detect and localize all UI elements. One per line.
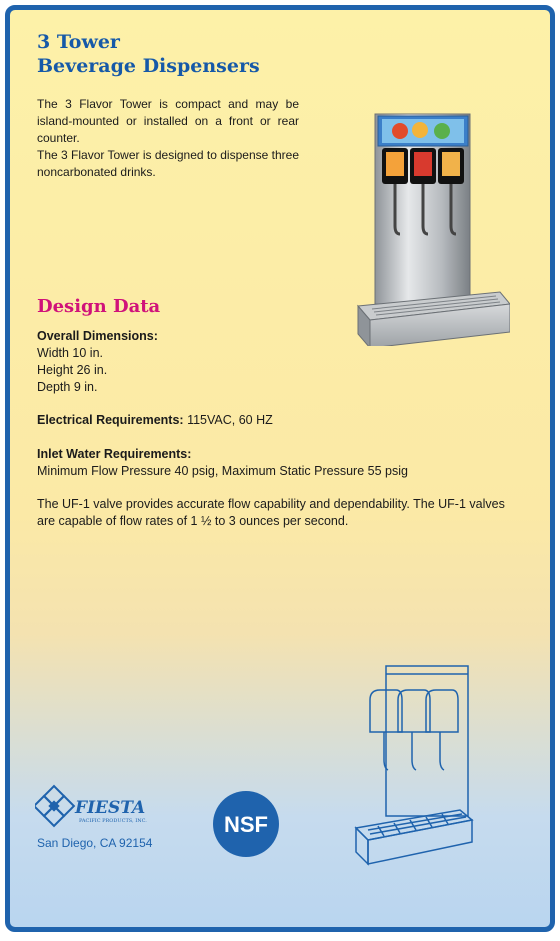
dispenser-line-drawing [348, 660, 478, 870]
dimensions-label: Overall Dimensions: [37, 329, 158, 343]
dimension-depth: Depth 9 in. [37, 380, 98, 394]
section-title-design-data: Design Data [37, 296, 161, 317]
dispenser-photo [350, 106, 510, 346]
intro-paragraph-2: The 3 Flavor Tower is designed to dispense three noncarbonated drinks. [37, 148, 299, 179]
fiesta-diamond-icon [35, 783, 165, 833]
intro-paragraph-1: The 3 Flavor Tower is compact and may be island-mounted or installed on a front or rear counter. [37, 97, 299, 145]
fiesta-logo [35, 783, 165, 838]
dimensions-block [37, 328, 158, 396]
water-block [37, 446, 408, 480]
valve-note: The UF-1 valve provides accurate flow capability and dependability. The UF-1 valves are capable of flow rates of 1 ½ to 3 ounces per second. [37, 497, 505, 528]
page-title [37, 30, 260, 78]
electrical-label: Electrical Requirements: [37, 413, 184, 427]
water-label: Inlet Water Requirements: [37, 447, 192, 461]
title-line-1: 3 Tower [37, 31, 120, 53]
electrical-value: 115VAC, 60 HZ [187, 413, 273, 427]
intro-text [37, 96, 299, 181]
electrical-block [37, 412, 273, 429]
dimension-height: Height 26 in. [37, 363, 108, 377]
fiesta-brand-sub: PACIFIC PRODUCTS, INC. [79, 818, 147, 824]
company-location: San Diego, CA 92154 [37, 836, 153, 850]
page-frame [5, 5, 555, 932]
nsf-logo [212, 790, 280, 858]
fiesta-brand-text: FIESTA [75, 798, 146, 818]
dimension-width: Width 10 in. [37, 346, 104, 360]
water-value: Minimum Flow Pressure 40 psig, Maximum Static Pressure 55 psig [37, 464, 408, 478]
nsf-text: NSF [224, 812, 268, 837]
title-line-2: Beverage Dispensers [37, 55, 260, 77]
